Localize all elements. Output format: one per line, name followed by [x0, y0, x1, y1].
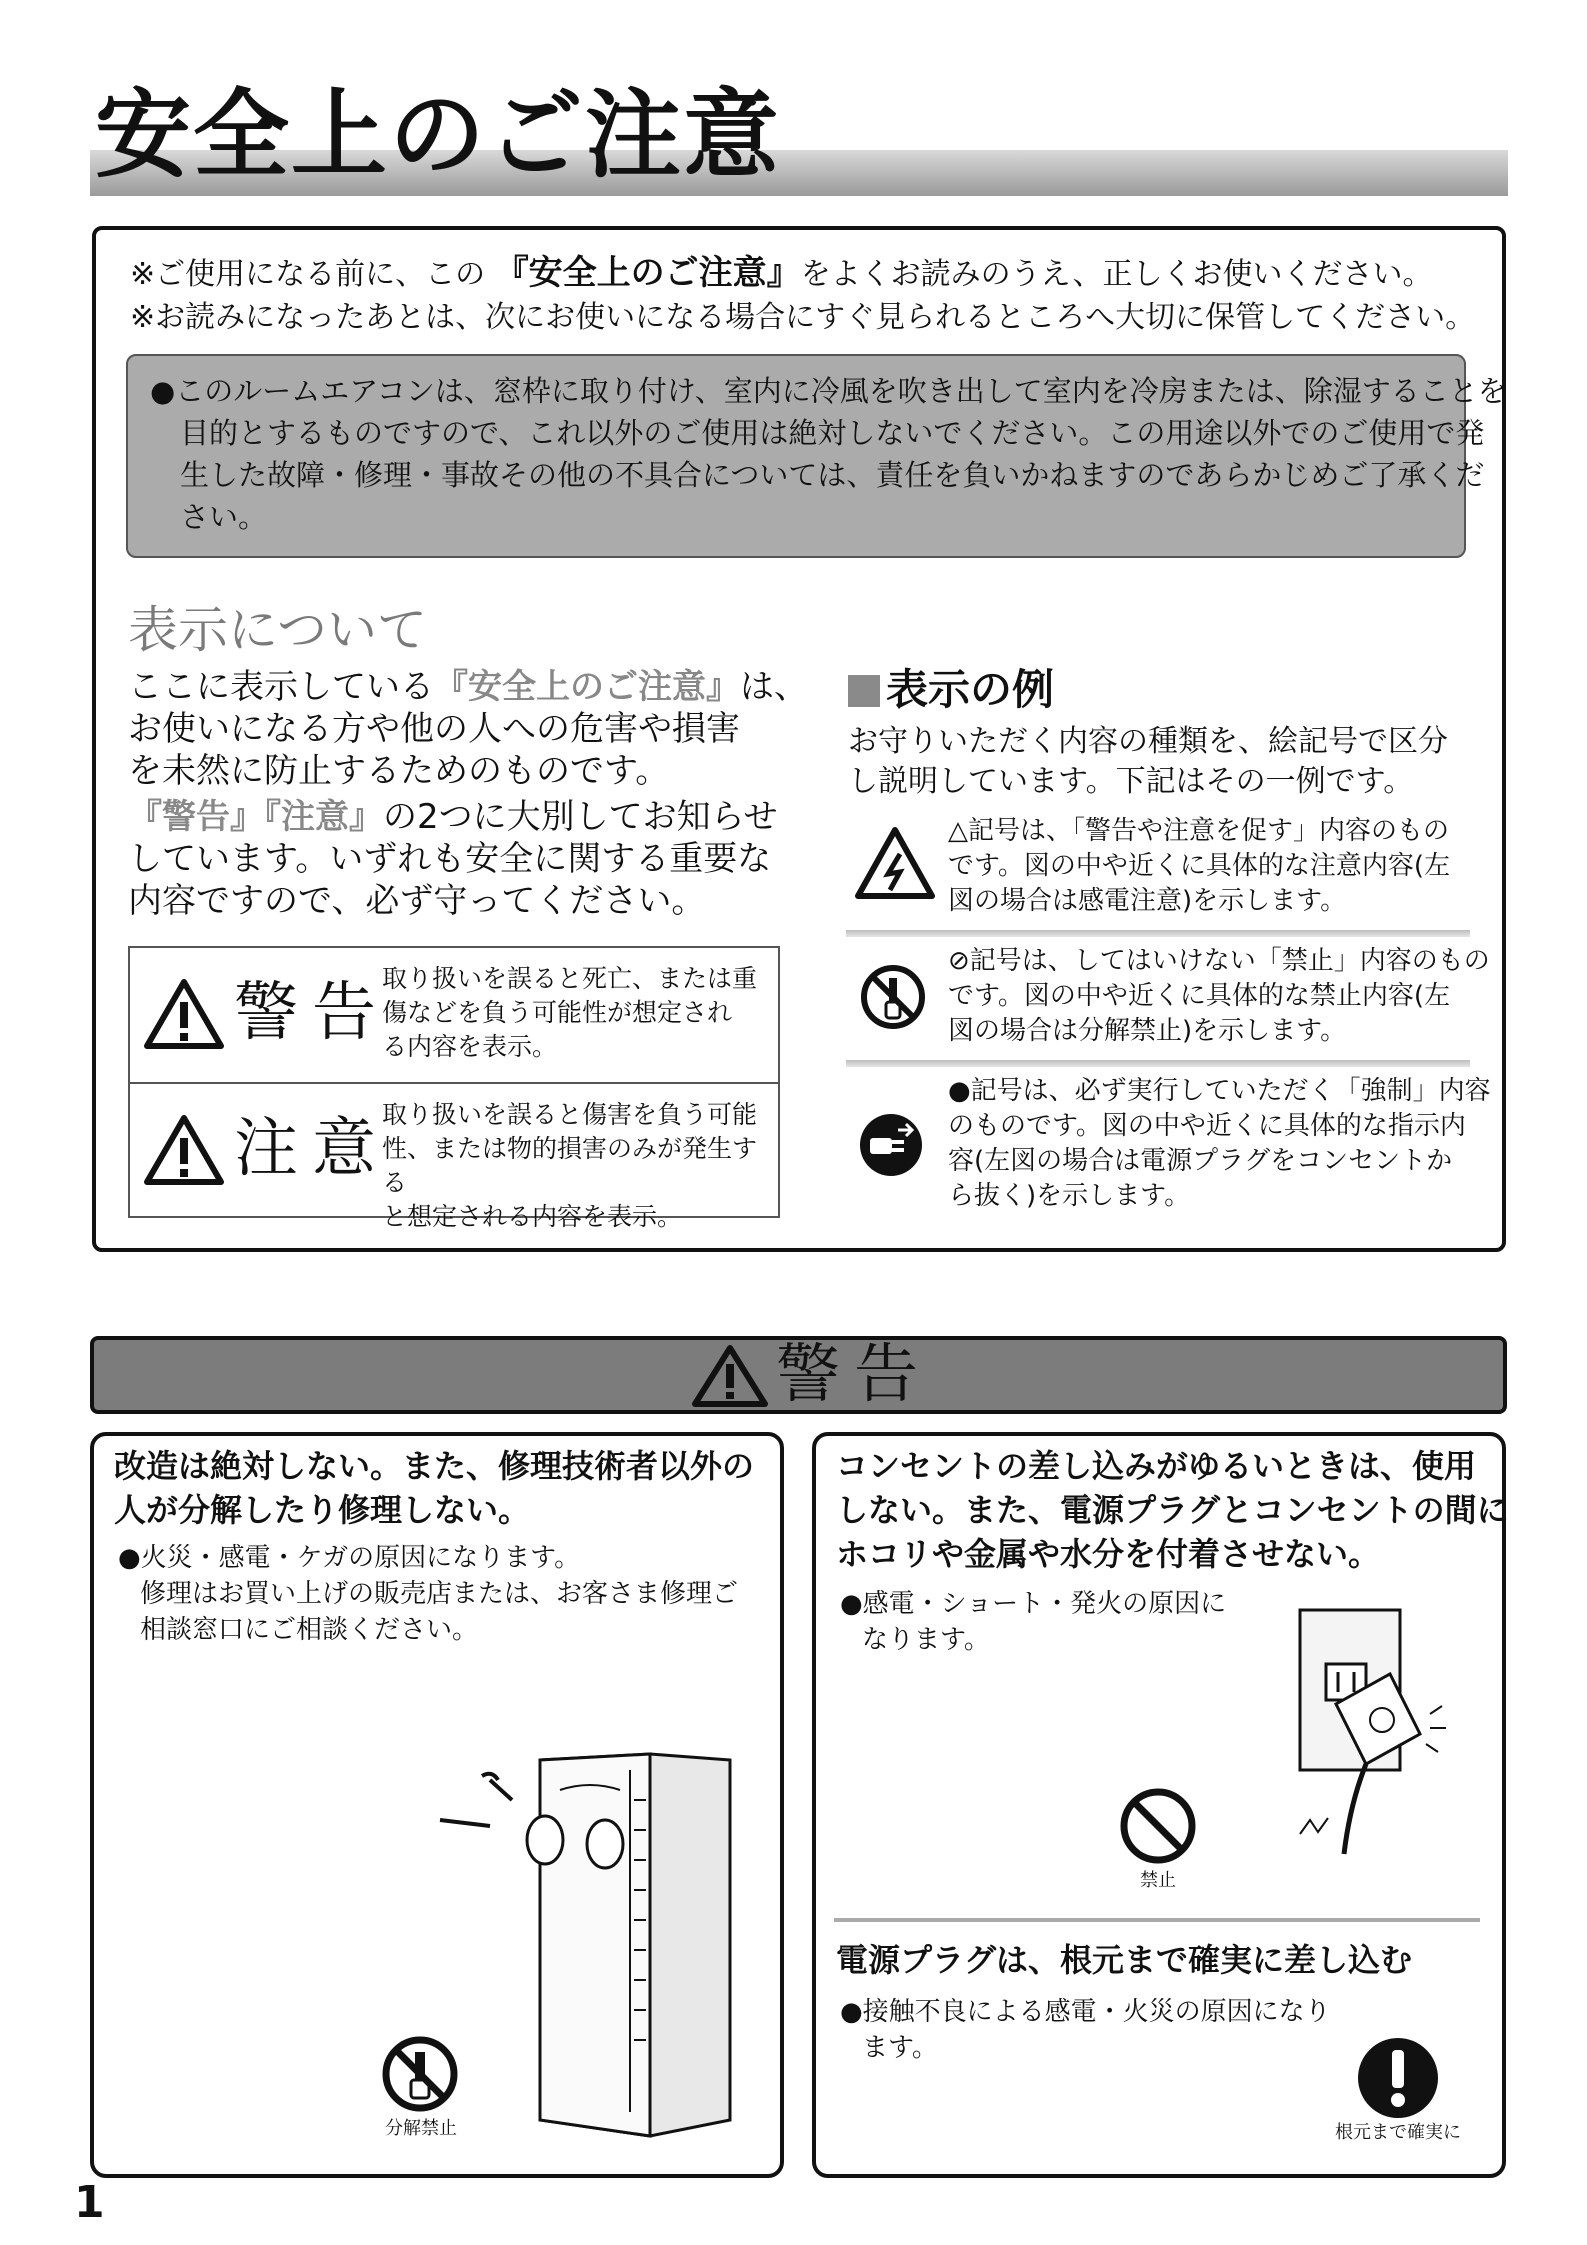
- usage-notice-box: [126, 354, 1507, 558]
- page-number: 1: [74, 2177, 105, 2228]
- warning-triangle-icon: [144, 978, 224, 1050]
- panel-left-body: ●火災・感電・ケガの原因になります。 修理はお買い上げの販売店または、お客さま修理ご 相談窓口にご相談ください。: [118, 1543, 739, 1645]
- intro-line-1: ※ご使用になる前に、この 『安全上のご注意』をよくお読みのうえ、正しくお使いください。: [130, 253, 1433, 293]
- panel-right-body: ●感電・ショート・発火の原因に なります。: [840, 1589, 1227, 1655]
- hyouji-paragraph-2: 『警告』『注意』の2つに大別してお知らせ しています。いずれも安全に関する重要な 内容ですので、必ず守ってください。: [128, 797, 778, 921]
- caution-triangle-icon: [144, 1114, 224, 1186]
- example-text-prohibit: ⊘記号は、してはいけない「禁止」内容のもの です。図の中や近くに具体的な禁止内容(左 図の場合は分解禁止)を示します。: [948, 946, 1490, 1046]
- icon-caption: 分解禁止: [385, 2118, 457, 2139]
- outlet-plug-illustration: [1270, 1604, 1470, 1874]
- mandatory-exclamation-icon: [1356, 2036, 1440, 2120]
- usage-line: ●このルームエアコンは、窓枠に取り付け、室内に冷風を吹き出して室内を冷房または、除湿することを: [150, 374, 1507, 408]
- example-intro: お守りいただく内容の種類を、絵記号で区分 し説明しています。下記はその一例です。: [848, 724, 1448, 799]
- usage-line: さい。: [180, 500, 268, 534]
- icon-caption: 禁止: [1140, 1870, 1176, 1891]
- usage-line: 生した故障・修理・事故その他の不具合については、責任を負いかねますのであらかじめご了承くだ: [180, 458, 1485, 492]
- hazard-level-table: [128, 946, 780, 1231]
- square-bullet-icon: [848, 675, 880, 707]
- example-text-caution: △記号は、「警告や注意を促す」内容のもの です。図の中や近くに具体的な注意内容(左 図の場合は感電注意)を示します。: [948, 816, 1451, 916]
- icon-caption: 根元まで確実に: [1335, 2122, 1461, 2143]
- warning-triangle-icon: [692, 1344, 768, 1408]
- level-row-caution: [130, 1082, 778, 1231]
- level-description: 取り扱いを誤ると死亡、または重 傷などを負う可能性が想定され る内容を表示。: [382, 964, 758, 1061]
- intro-line-2: ※お読みになったあとは、次にお使いになる場合にすぐ見られるところへ大切に保管してください。: [130, 300, 1476, 335]
- no-disassembly-icon: [380, 2034, 460, 2114]
- example-heading: 表示の例: [848, 664, 1054, 716]
- example-text-mandatory: ●記号は、必ず実行していただく「強制」内容 のものです。図の中や近くに具体的な指示内 容(左図の場合は電源プラグをコンセントか ら抜く)を示します。: [948, 1076, 1491, 1211]
- electric-shock-caution-icon: [854, 826, 936, 900]
- level-label: 警告: [234, 976, 390, 1050]
- no-disassembly-icon: [858, 962, 928, 1032]
- unplug-icon: [858, 1112, 924, 1178]
- panel-right-heading: コンセントの差し込みがゆるいときは、使用 しない。また、電源プラグとコンセントの間に ホコリや金属や水分を付着させない。: [836, 1447, 1509, 1573]
- prohibited-icon: [1118, 1786, 1198, 1866]
- divider: [846, 1060, 1470, 1067]
- divider: [834, 1918, 1480, 1922]
- aircon-disassembly-illustration: [430, 1740, 750, 2140]
- hyouji-paragraph-1: ここに表示している『安全上のご注意』は、 お使いになる方や他の人への危害や損害 を未然に防止するためのものです。: [128, 667, 808, 791]
- hyouji-heading: 表示について: [128, 601, 427, 659]
- panel-right-body-2: ●接触不良による感電・火災の原因になり ます。: [840, 1997, 1331, 2063]
- level-label: 注意: [234, 1112, 390, 1186]
- panel-left-heading: 改造は絶対しない。また、修理技術者以外の 人が分解したり修理しない。: [114, 1447, 755, 1529]
- level-description: 取り扱いを誤ると傷害を負う可能 性、または物的損害のみが発生する と想定される内容を表示。: [382, 1100, 758, 1231]
- page-title: 安全上のご注意: [95, 79, 781, 191]
- divider: [846, 930, 1470, 937]
- warning-banner-label: 警告: [776, 1338, 932, 1412]
- level-row-warning: [130, 948, 778, 1082]
- panel-right-heading-2: 電源プラグは、根元まで確実に差し込む: [836, 1941, 1413, 1979]
- usage-line: 目的とするものですので、これ以外のご使用は絶対しないでください。この用途以外でのご使用で発: [180, 416, 1485, 450]
